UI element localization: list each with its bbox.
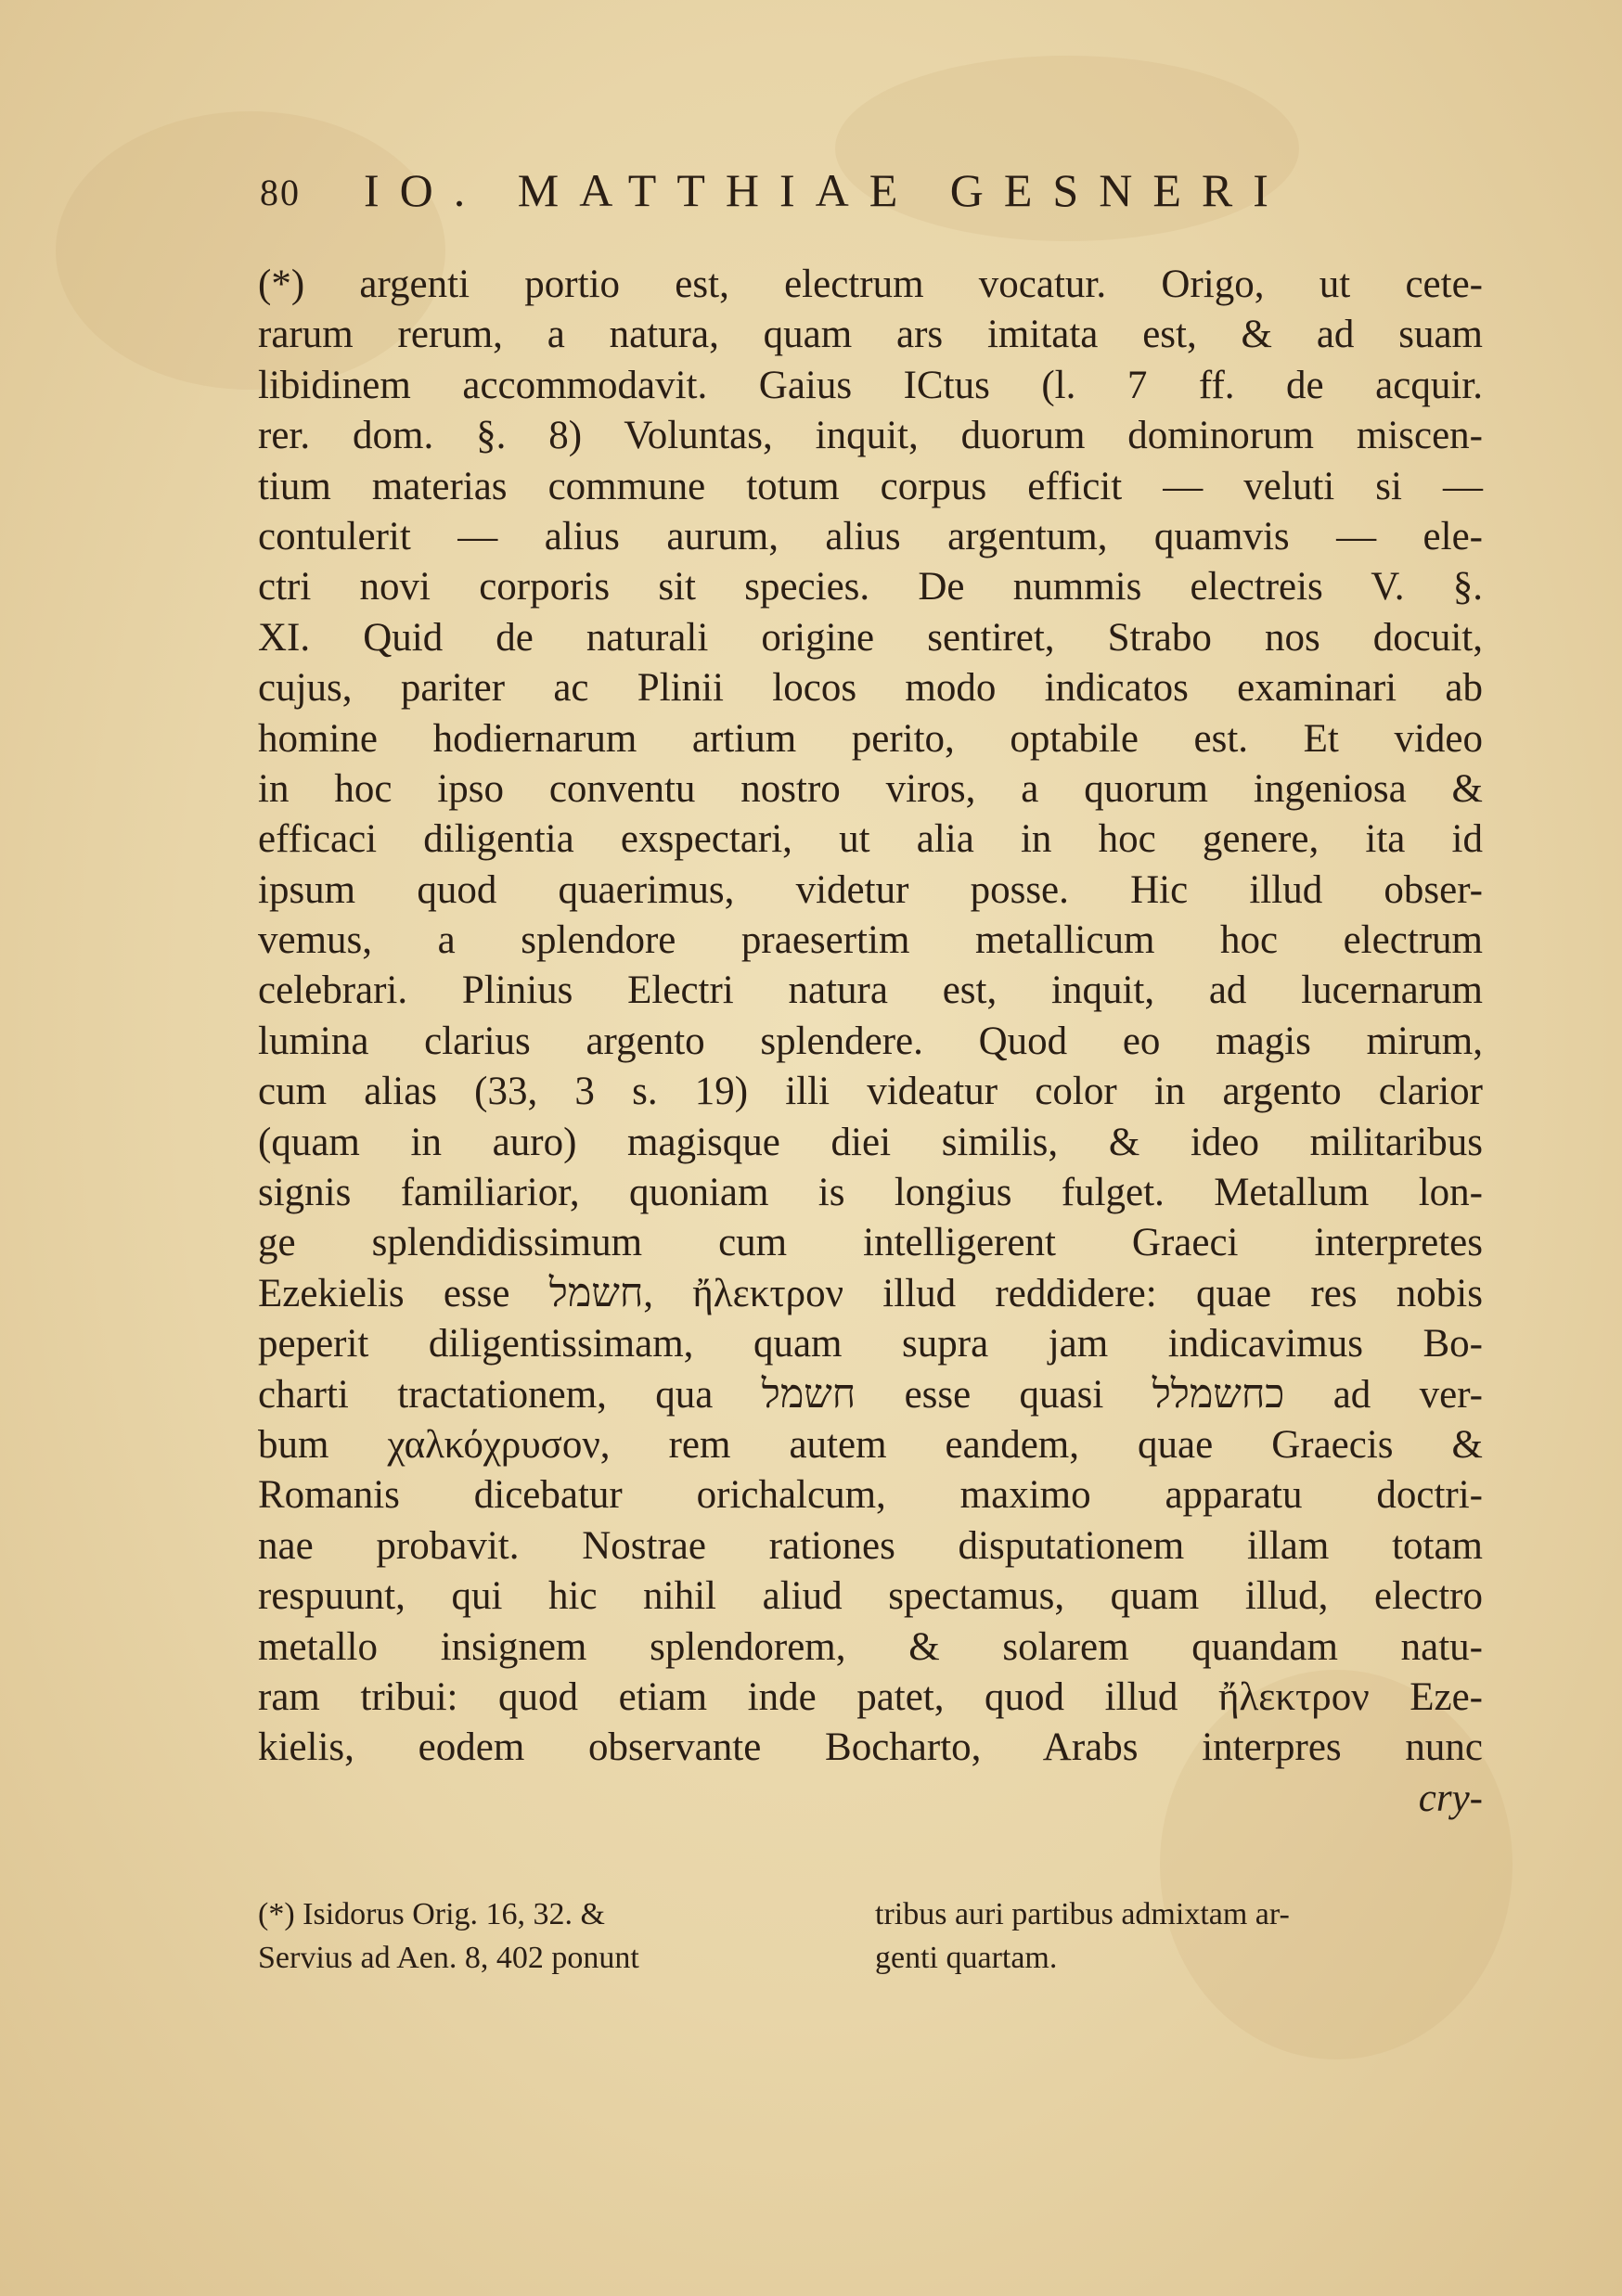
footnote-right-column — [875, 1892, 1497, 1980]
footnote-line: genti quartam. — [875, 1941, 1058, 1975]
text-line: in hoc ipso conventu nostro viros, a quorum ingeniosa & — [258, 766, 1483, 811]
text-line: bum χαλκόχρυσον, rem autem eandem, quae Graecis & — [258, 1422, 1483, 1467]
text-line: metallo insignem splendorem, & solarem quandam natu- — [258, 1624, 1483, 1669]
text-line: celebrari. Plinius Electri natura est, inquit, ad lucernarum — [258, 968, 1483, 1013]
footnote-left-column — [258, 1892, 852, 1980]
catchword: cry- — [1418, 1776, 1483, 1820]
text-line: libidinem accommodavit. Gaius ICtus (l. 7 ff. de acquir. — [258, 363, 1483, 407]
main-text-block — [258, 260, 1483, 1824]
text-line: ram tribui: quod etiam inde patet, quod illud ἤλεκτρον Eze- — [258, 1674, 1483, 1719]
text-line: vemus, a splendore praesertim metallicum hoc electrum — [258, 918, 1483, 963]
page-header — [260, 163, 1373, 237]
text-line: homine hodiernarum artium perito, optabile est. Et video — [258, 716, 1483, 761]
text-line: rarum rerum, a natura, quam ars imitata est, & ad suam — [258, 313, 1483, 357]
text-line: cujus, pariter ac Plinii locos modo indicatos examinari ab — [258, 666, 1483, 711]
text-line: peperit diligentissimam, quam supra jam indicavimus Bo- — [258, 1322, 1483, 1366]
text-line: tium materias commune totum corpus efficit — veluti si — — [258, 464, 1483, 508]
text-line: ipsum quod quaerimus, videtur posse. Hic illud obser- — [258, 867, 1483, 912]
text-line: lumina clarius argento splendere. Quod eo magis mirum, — [258, 1019, 1483, 1063]
text-line: ge splendidissimum cum intelligerent Graeci interpretes — [258, 1221, 1483, 1265]
text-line: Romanis dicebatur orichalcum, maximo apparatu doctri- — [258, 1473, 1483, 1518]
text-line: Ezekielis esse חשמל, ἤλεκτρον illud reddidere: quae res nobis — [258, 1271, 1483, 1315]
text-line: rer. dom. §. 8) Voluntas, inquit, duorum dominorum miscen- — [258, 414, 1483, 458]
text-line: nae probavit. Nostrae rationes disputationem illam totam — [258, 1523, 1483, 1568]
text-line: (quam in auro) magisque diei similis, & ideo militaribus — [258, 1120, 1483, 1164]
text-line: cum alias (33, 3 s. 19) illi videatur color in argento clarior — [258, 1070, 1483, 1114]
text-line: kielis, eodem observante Bocharto, Arabs interpres nunc — [258, 1725, 1483, 1770]
text-line: efficaci diligentia exspectari, ut alia in hoc genere, ita id — [258, 817, 1483, 862]
text-line: respuunt, qui hic nihil aliud spectamus, quam illud, electro — [258, 1574, 1483, 1619]
page-number: 80 — [260, 172, 301, 213]
footnote-line: tribus auri partibus admixtam ar- — [875, 1897, 1290, 1931]
text-line: contulerit — alius aurum, alius argentum, quamvis — ele- — [258, 514, 1483, 558]
text-line: signis familiarior, quoniam is longius fulget. Metallum lon- — [258, 1171, 1483, 1215]
footnote-line: (*) Isidorus Orig. 16, 32. & — [258, 1897, 605, 1931]
text-line: XI. Quid de naturali origine sentiret, Strabo nos docuit, — [258, 615, 1483, 660]
text-line: charti tractationem, qua חשמל esse quasi כחשמלל ad ver- — [258, 1372, 1483, 1417]
running-title: IO. MATTHIAE GESNERI — [364, 164, 1289, 216]
text-line: ctri novi corporis sit species. De nummis electreis V. §. — [258, 565, 1483, 609]
text-line: (*) argenti portio est, electrum vocatur. Origo, ut cete- — [258, 263, 1483, 306]
footnote-line: Servius ad Aen. 8, 402 ponunt — [258, 1941, 639, 1975]
